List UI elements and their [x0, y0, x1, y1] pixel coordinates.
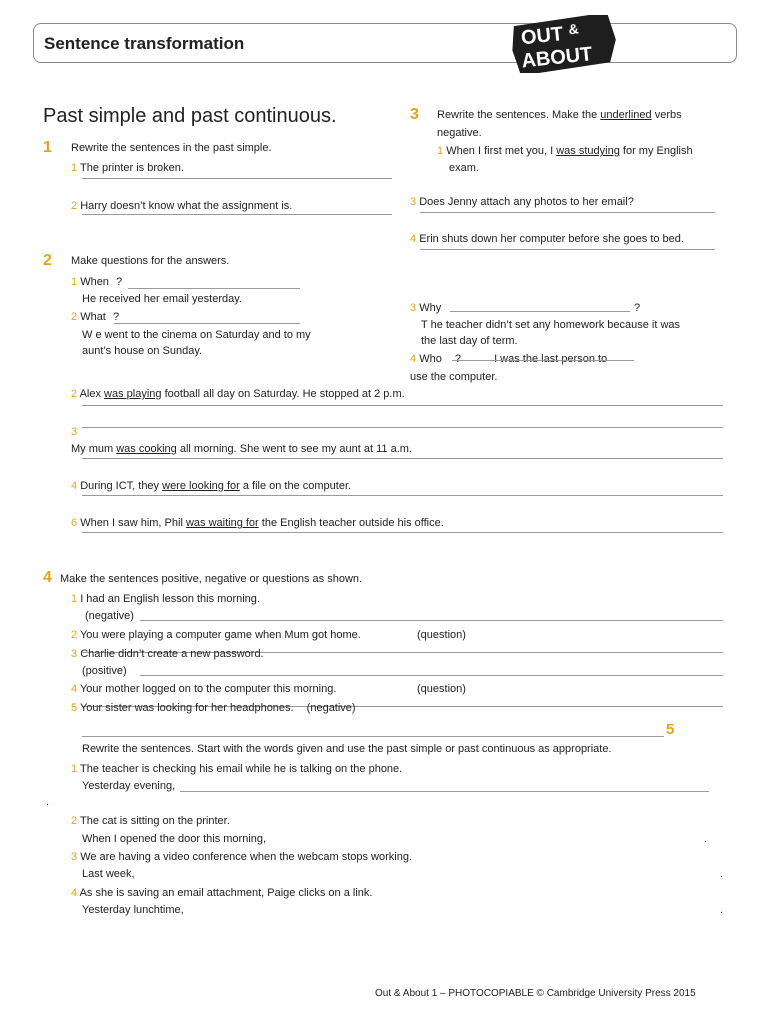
- ex2-answer-4a: I was the last person to: [494, 353, 608, 365]
- ex4-type-1: (negative): [85, 610, 134, 622]
- instruction-text: Rewrite the sentences. Make the: [437, 109, 598, 121]
- item-text: the English teacher outside his office.: [261, 517, 444, 529]
- ex2-item-1: [71, 276, 122, 289]
- answer-line[interactable]: [420, 249, 715, 250]
- ex2-answer-2a: W e went to the cinema on Saturday and to my: [82, 329, 311, 341]
- item-text: Does Jenny attach any photos to her email?: [419, 196, 634, 208]
- question-mark: ?: [112, 311, 120, 323]
- item-number: 6: [71, 517, 78, 529]
- item-number: 4: [410, 233, 417, 245]
- item-text: all morning. She went to see my aunt at 11 a.m.: [179, 443, 412, 455]
- worksheet-title: Sentence transformation: [44, 34, 245, 53]
- ex5-item-4: [71, 887, 372, 900]
- item-underlined: was studying: [556, 145, 620, 157]
- item-text: We are having a video conference when the webcam stops working.: [80, 851, 413, 863]
- item-number: 2: [71, 200, 78, 212]
- ex2-number: 2: [43, 252, 52, 269]
- question-mark: ?: [454, 353, 461, 365]
- ex4-item-5: [71, 702, 356, 715]
- item-underlined: was cooking: [116, 443, 177, 455]
- ex5-start-1: Yesterday evening,: [82, 780, 176, 792]
- ex2-answer-1: He received her email yesterday.: [82, 293, 242, 305]
- item-type: (negative): [306, 702, 356, 714]
- answer-line[interactable]: [180, 791, 709, 792]
- ex1-item-1: [71, 162, 184, 175]
- ex2-answer-3a: T he teacher didn’t set any homework because it was: [421, 319, 681, 331]
- ex3-item-1b: exam.: [449, 162, 479, 174]
- item-text: When I first met you, I: [446, 145, 554, 157]
- item-number: 1: [71, 276, 78, 288]
- question-word: Why: [419, 302, 442, 314]
- ex5-item-1: [71, 763, 402, 776]
- logo-about: ABOUT: [520, 43, 594, 73]
- ex2-answer-4b: use the computer.: [410, 371, 498, 383]
- item-text: My mum: [71, 443, 114, 455]
- item-underlined: was waiting for: [185, 517, 259, 529]
- out-and-about-logo: [508, 15, 620, 73]
- ex2-item-2: [71, 311, 119, 324]
- ex4-type-3: (positive): [82, 665, 127, 677]
- item-text: Erin shuts down her computer before she goes to bed.: [419, 233, 684, 245]
- item-text: During ICT, they: [80, 480, 160, 492]
- answer-line[interactable]: [82, 427, 723, 428]
- item-text: The cat is sitting on the printer.: [79, 815, 230, 827]
- answer-line[interactable]: [82, 532, 723, 533]
- item-number: 1: [71, 162, 78, 174]
- ex1-item-2: [71, 200, 292, 213]
- item-number: 3: [71, 851, 78, 863]
- item-number: 2: [71, 815, 78, 827]
- header-bar: [33, 23, 737, 63]
- item-text: As she is saving an email attachment, Paige clicks on a link.: [79, 887, 373, 899]
- dot-mark: .: [720, 868, 724, 880]
- item-number: 4: [71, 480, 78, 492]
- answer-line[interactable]: [82, 405, 723, 406]
- item-number: 4: [71, 887, 78, 899]
- dot-mark: .: [704, 833, 708, 845]
- question-word: Who: [419, 353, 442, 365]
- ex4-number: 4: [43, 569, 52, 586]
- page-heading: Past simple and past continuous.: [43, 105, 337, 127]
- answer-line[interactable]: [82, 214, 392, 215]
- ex3-item-6: [71, 517, 444, 530]
- item-number: 2: [71, 629, 78, 641]
- ex5-item-3: [71, 851, 412, 864]
- ex1-number: 1: [43, 139, 52, 156]
- answer-line[interactable]: [128, 288, 300, 289]
- answer-line[interactable]: [114, 323, 300, 324]
- item-number: 1: [71, 763, 78, 775]
- item-text: When I saw him, Phil: [80, 517, 183, 529]
- answer-line[interactable]: [82, 495, 723, 496]
- item-number: 3: [410, 302, 417, 314]
- ex5-item-2: [71, 815, 230, 828]
- ex4-item-4: [71, 683, 336, 696]
- ex3-item-2: [71, 388, 405, 401]
- ex3-item-3-num-row: [71, 426, 77, 439]
- item-number: 1: [71, 593, 78, 605]
- item-number: 4: [71, 683, 78, 695]
- question-mark: ?: [116, 276, 123, 288]
- ex3-number: 3: [410, 106, 419, 123]
- logo-amp: &: [567, 20, 580, 38]
- ex4-item-3: [71, 648, 264, 661]
- logo-out: OUT: [520, 23, 565, 50]
- ex3-instruction: [437, 109, 682, 122]
- ex5-number: 5: [666, 721, 675, 738]
- answer-line[interactable]: [82, 458, 723, 459]
- item-number: 2: [71, 388, 78, 400]
- ex3-item-4b: [71, 480, 351, 493]
- item-number: 4: [410, 353, 417, 365]
- ex3-instruction-line2: negative.: [437, 127, 482, 139]
- item-number: 3: [71, 426, 78, 438]
- ex5-start-4: Yesterday lunchtime,: [82, 904, 184, 916]
- ex3-item-4: [410, 233, 684, 246]
- ex4-type-4: (question): [417, 683, 466, 695]
- dot-mark: .: [720, 904, 724, 916]
- ex2-answer-3b: the last day of term.: [421, 335, 518, 347]
- instruction-underlined: underlined: [600, 109, 652, 121]
- answer-line[interactable]: [420, 212, 715, 213]
- answer-line[interactable]: [140, 620, 723, 621]
- item-text: Your sister was looking for her headphones.: [79, 702, 294, 714]
- item-text: The teacher is checking his email while he is talking on the phone.: [79, 763, 403, 775]
- answer-line[interactable]: [450, 311, 630, 312]
- item-underlined: was playing: [104, 388, 162, 400]
- question-word: When: [80, 276, 109, 288]
- ex2-item-3: [410, 302, 441, 315]
- instruction-text: verbs: [654, 109, 682, 121]
- ex5-instruction: Rewrite the sentences. Start with the words given and use the past simple or past continuous as appropriate.: [82, 743, 612, 755]
- item-number: 5: [71, 702, 78, 714]
- answer-line[interactable]: [82, 736, 664, 737]
- ex4-item-2: [71, 629, 361, 642]
- ex2-answer-2b: aunt’s house on Sunday.: [82, 345, 203, 357]
- item-text: a file on the computer.: [242, 480, 352, 492]
- ex5-start-3: Last week,: [82, 868, 135, 880]
- dot-mark: .: [46, 796, 50, 808]
- item-text: Charlie didn’t create a new password.: [80, 648, 264, 660]
- item-text: Your mother logged on to the computer this morning.: [79, 683, 337, 695]
- item-text: for my English: [622, 145, 693, 157]
- item-text: The printer is broken.: [79, 162, 184, 174]
- ex1-instruction: Rewrite the sentences in the past simple.: [71, 142, 272, 154]
- ex3-item-3-text: [71, 443, 412, 456]
- item-text: football all day on Saturday. He stopped at 2 p.m.: [164, 388, 405, 400]
- question-mark: ?: [634, 302, 641, 314]
- ex4-type-2: (question): [417, 629, 466, 641]
- answer-line[interactable]: [140, 675, 723, 676]
- item-text: Harry doesn’t know what the assignment is.: [80, 200, 293, 212]
- ex2-instruction: Make questions for the answers.: [71, 255, 230, 267]
- item-text: Alex: [79, 388, 101, 400]
- footer-copyright: Out & About 1 – PHOTOCOPIABLE © Cambridge University Press 2015: [375, 988, 696, 999]
- question-word: What: [80, 311, 106, 323]
- ex3-item-3: [410, 196, 634, 209]
- item-text: You were playing a computer game when Mum got home.: [79, 629, 361, 641]
- item-number: 3: [71, 648, 78, 660]
- item-number: 3: [410, 196, 417, 208]
- item-number: 2: [71, 311, 78, 323]
- ex3-item-1: [437, 145, 693, 158]
- item-number: 1: [437, 145, 444, 157]
- ex5-start-2: When I opened the door this morning,: [82, 833, 267, 845]
- ex4-instruction: Make the sentences positive, negative or questions as shown.: [60, 573, 363, 585]
- answer-line[interactable]: [452, 360, 634, 361]
- answer-line[interactable]: [82, 178, 392, 179]
- item-underlined: were looking for: [162, 480, 240, 492]
- ex4-item-1: [71, 593, 260, 606]
- item-text: I had an English lesson this morning.: [80, 593, 260, 605]
